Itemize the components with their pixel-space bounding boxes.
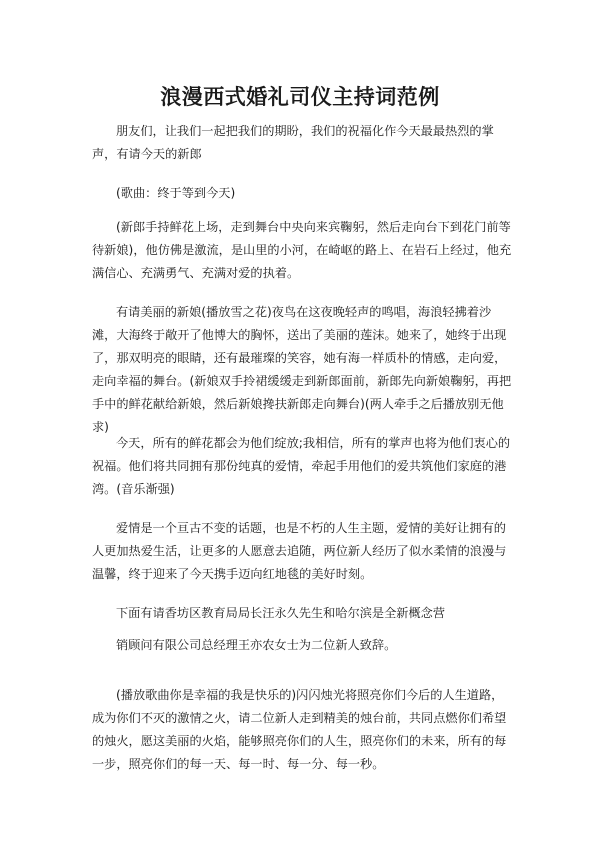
- paragraph-invite-groom: 朋友们，让我们一起把我们的期盼，我们的祝福化作今天最最热烈的掌声，有请今天的新郎: [92, 124, 494, 161]
- paragraph-groom-entrance: (新郎手持鲜花上场，走到舞台中央向来宾鞠躬，然后走向台下到花门前等待新娘)，他仿佛是激流，是山里的小河，在崎岖的路上、在岩石上经过，他充满信心、充满勇气、充满对爱的执着。: [92, 220, 512, 280]
- paragraph-invite-speakers: 下面有请香坊区教育局局长汪永久先生和哈尔滨是全新概念营: [116, 606, 446, 620]
- paragraph-bride-entrance: 有请美丽的新娘(播放雪之花)夜鸟在这夜晚轻声的鸣唱，海浪轻拂着沙滩，大海终于敞开了他博大的胸怀，送出了美丽的莲沫。她来了，她终于出现了，那双明亮的眼睛，还有最璀璨的笑容，她有海一样质朴的情感，走向爱，走向幸福的舞台。(新娘双手拎裙缓缓走到新郎面前，新郎先向新娘鞠躬，再把手中的鲜花献给新娘，然后新娘搀扶新郎走向舞台)(两人牵手之后播放别无他求): [92, 305, 512, 434]
- paragraph-love-theme: 爱情是一个亘古不变的话题，也是不朽的人生主题，爱情的美好让拥有的人更加热爱生活，让更多的人愿意去追随，两位新人经历了似水柔情的浪漫与温馨，终于迎来了今天携手迈向红地毯的美好时刻。: [92, 521, 507, 581]
- paragraph-song-cue: (歌曲：终于等到今天): [116, 186, 236, 200]
- page-title: 浪漫西式婚礼司仪主持词范例: [160, 85, 440, 109]
- paragraph-candle-lighting: (播放歌曲你是幸福的我是快乐的)闪闪烛光将照亮你们今后的人生道路，成为你们不灭的激情之火，请二位新人走到精美的烛台前，共同点燃你们希望的烛火，愿这美丽的火焰，能够照亮你们的人生，照亮你们的未来，所有的每一步，照亮你们的每一天、每一时、每一分、每一秒。: [92, 688, 507, 771]
- paragraph-speech: 销顾问有限公司总经理王亦农女士为二位新人致辞。: [116, 638, 397, 652]
- paragraph-blessing: 今天，所有的鲜花都会为他们绽放;我相信，所有的掌声也将为他们衷心的祝福。他们将共同拥有那份纯真的爱情，牵起手用他们的爱共筑他们家庭的港湾。(音乐渐强): [92, 436, 511, 496]
